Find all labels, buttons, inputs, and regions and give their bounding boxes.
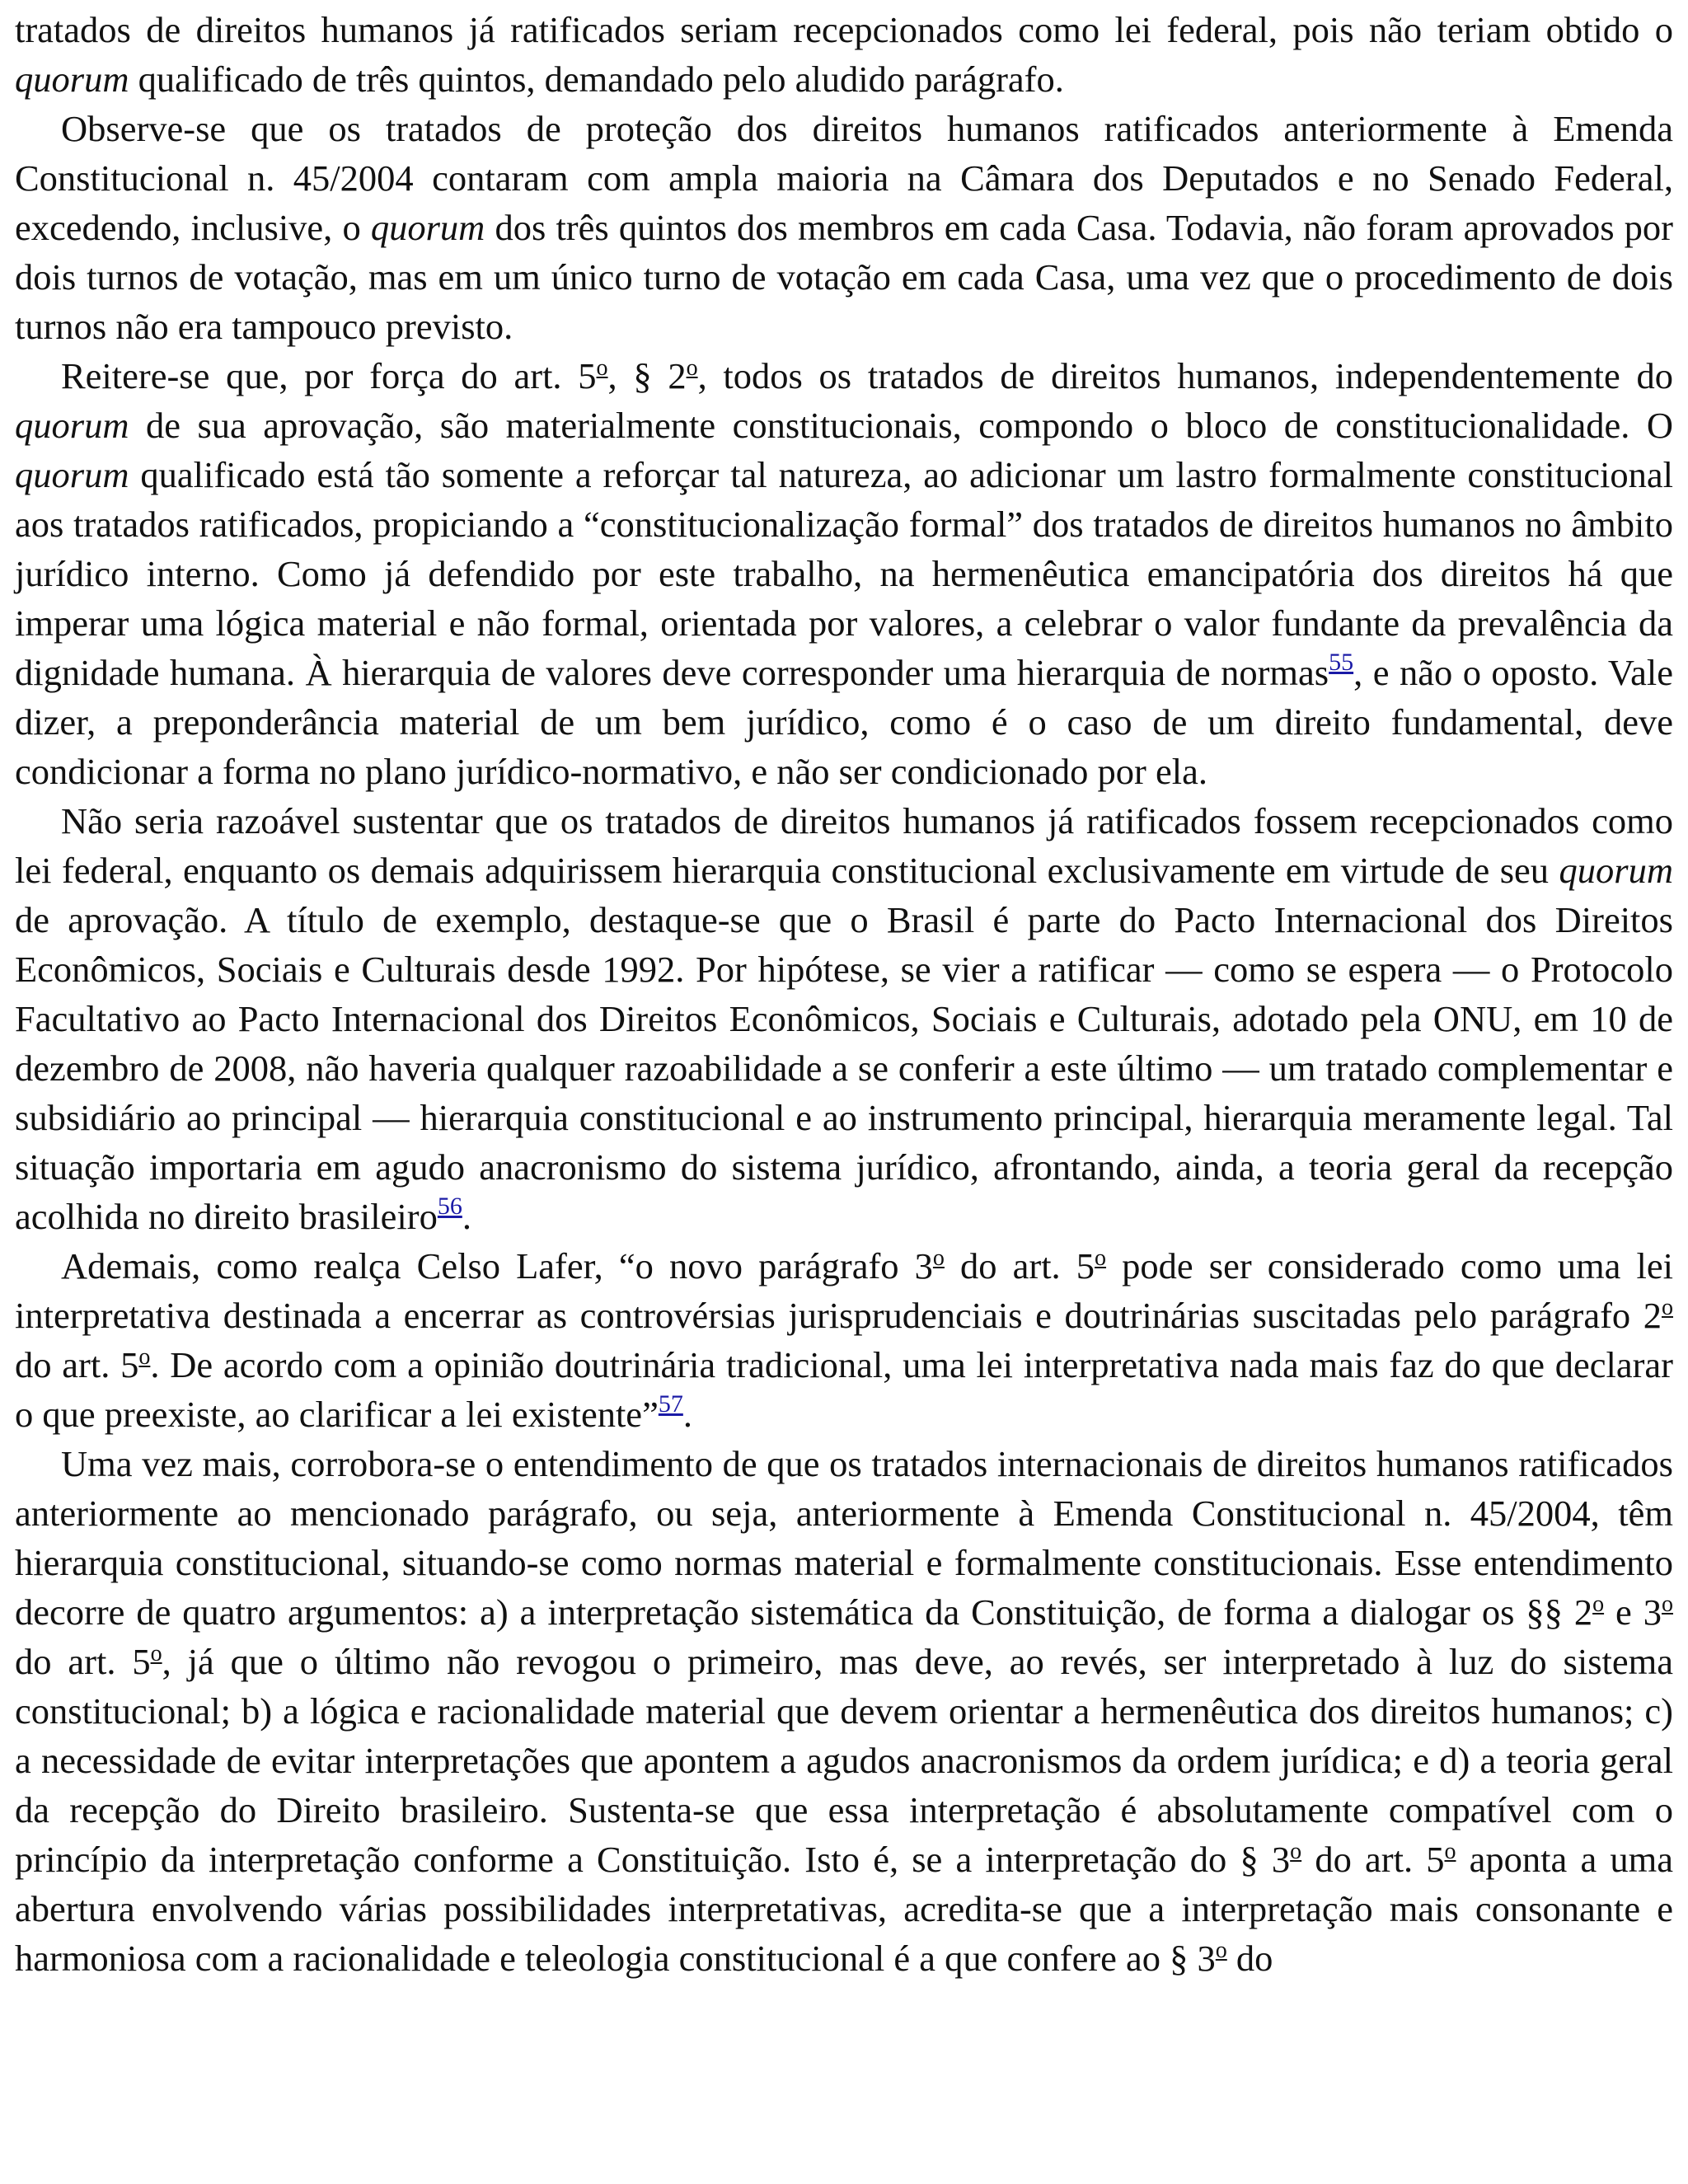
paragraph	[15, 1241, 1673, 1439]
italic-term: quorum	[370, 207, 485, 248]
text-run: do art. 5	[15, 1641, 151, 1682]
text-run: de sua aprovação, são materialmente constitucionais, compondo o bloco de constitucionalidade. O	[129, 405, 1673, 446]
text-run: , e não o oposto. Vale dizer, a preponderância material de um bem jurídico, como é o caso de um direito fundamental, deve condicionar a forma no plano jurídico-normativo, e não ser condicionado por ela.	[15, 652, 1673, 792]
ordinal-indicator: o	[150, 1641, 162, 1666]
italic-term: quorum	[15, 59, 129, 100]
paragraph	[15, 5, 1673, 104]
ordinal-indicator: o	[1444, 1839, 1456, 1864]
text-run: tratados de direitos humanos já ratificados seriam recepcionados como lei federal, pois não teriam obtido o	[15, 9, 1673, 50]
ordinal-indicator: o	[138, 1344, 151, 1370]
paragraph	[15, 104, 1673, 351]
italic-term: quorum	[15, 454, 129, 495]
ordinal-indicator: o	[1215, 1938, 1227, 1963]
italic-term: quorum	[15, 405, 129, 446]
text-run: dos três quintos dos membros em cada Casa. Todavia, não foram aprovados por dois turnos de votação, mas em um único turno de votação em cada Casa, uma vez que o procedimento de dois turnos não era tampouco previsto.	[15, 207, 1673, 347]
document-body	[15, 5, 1673, 1983]
text-run: Ademais, como realça Celso Lafer, “o novo parágrafo 3	[61, 1245, 933, 1286]
text-run: do art. 5	[1301, 1839, 1445, 1880]
text-run: do art. 5	[15, 1344, 139, 1385]
text-run: do art. 5	[944, 1245, 1095, 1286]
text-run: Não seria razoável sustentar que os tratados de direitos humanos já ratificados fossem recepcionados como lei federal, enquanto os demais adquirissem hierarquia constitucional exclusivamente em virtude de seu	[15, 800, 1673, 891]
footnote-link[interactable]: 57	[658, 1390, 683, 1418]
text-run: aponta a uma abertura envolvendo várias possibilidades interpretativas, acredita-se que a interpretação mais consonante e harmoniosa com a racionalidade e teleologia constitucional é a que confere ao § 3	[15, 1839, 1674, 1979]
text-run: . De acordo com a opinião doutrinária tradicional, uma lei interpretativa nada mais faz do que declarar o que preexiste, ao clarificar a lei existente”	[15, 1344, 1673, 1435]
text-run: Reitere-se que, por força do art. 5	[61, 355, 597, 396]
italic-term: quorum	[1559, 850, 1673, 891]
text-run: .	[682, 1394, 692, 1435]
paragraph	[15, 351, 1673, 796]
footnote-link[interactable]: 55	[1329, 649, 1354, 676]
text-run: , todos os tratados de direitos humanos, independentemente do	[697, 355, 1673, 396]
text-run: qualificado de três quintos, demandado pelo aludido parágrafo.	[129, 59, 1064, 100]
text-run: , § 2	[607, 355, 687, 396]
text-run: .	[462, 1196, 471, 1237]
paragraph	[15, 1439, 1673, 1983]
text-run: Observe-se que os tratados de proteção dos direitos humanos ratificados anteriormente à Emenda Constitucional n. 45/2004 contaram com ampla maioria na Câmara dos Deputados e no Senado Federal, excedendo, inclusive, o	[15, 108, 1673, 248]
paragraph	[15, 796, 1673, 1241]
text-run: pode ser considerado como uma lei interpretativa destinada a encerrar as controvérsias jurisprudenciais e doutrinárias suscitadas pelo parágrafo 2	[15, 1245, 1674, 1336]
text-run: Uma vez mais, corrobora-se o entendimento de que os tratados internacionais de direitos humanos ratificados anteriormente ao mencionado parágrafo, ou seja, anteriormente à Emenda Constitucional n. 45/2004, têm hierarquia constitucional, situando-se como normas material e formalmente constitucionais. Esse entendimento decorre de quatro argumentos: a) a interpretação sistemática da Constituição, de forma a dialogar os §§ 2	[15, 1443, 1673, 1633]
ordinal-indicator: o	[1095, 1245, 1107, 1271]
text-run: qualificado está tão somente a reforçar tal natureza, ao adicionar um lastro formalmente constitucional aos tratados ratificados, propiciando a “constitucionalização formal” dos tratados de direitos humanos no âmbito jurídico interno. Como já defendido por este trabalho, na hermenêutica emancipatória dos direitos há que imperar uma lógica material e não formal, orientada por valores, a celebrar o valor fundante da prevalência da dignidade humana. À hierarquia de valores deve corresponder uma hierarquia de normas	[15, 454, 1673, 693]
ordinal-indicator: o	[932, 1245, 945, 1271]
ordinal-indicator: o	[596, 355, 608, 381]
text-run: e 3	[1604, 1591, 1662, 1633]
ordinal-indicator: o	[686, 355, 698, 381]
text-run: , já que o último não revogou o primeiro, mas deve, ao revés, ser interpretado à luz do sistema constitucional; b) a lógica e racionalidade material que devem orientar a hermenêutica dos direitos humanos; c) a necessidade de evitar interpretações que apontem a agudos anacronismos da ordem jurídica; e d) a teoria geral da recepção do Direito brasileiro. Sustenta-se que essa interpretação é absolutamente compatível com o princípio da interpretação conforme a Constituição. Isto é, se a interpretação do § 3	[15, 1641, 1673, 1880]
ordinal-indicator: o	[1592, 1591, 1605, 1617]
text-run: de aprovação. A título de exemplo, destaque-se que o Brasil é parte do Pacto Internacional dos Direitos Econômicos, Sociais e Culturais desde 1992. Por hipótese, se vier a ratificar — como se espera — o Protocolo Facultativo ao Pacto Internacional dos Direitos Econômicos, Sociais e Culturais, adotado pela ONU, em 10 de dezembro de 2008, não haveria qualquer razoabilidade a se conferir a este último — um tratado complementar e subsidiário ao principal — hierarquia constitucional e ao instrumento principal, hierarquia meramente legal. Tal situação importaria em agudo anacronismo do sistema jurídico, afrontando, ainda, a teoria geral da recepção acolhida no direito brasileiro	[15, 899, 1673, 1237]
footnote-link[interactable]: 56	[437, 1193, 462, 1220]
ordinal-indicator: o	[1662, 1295, 1673, 1320]
ordinal-indicator: o	[1290, 1839, 1302, 1864]
text-run: do	[1226, 1938, 1273, 1979]
document-page	[15, 5, 1673, 1983]
ordinal-indicator: o	[1662, 1591, 1673, 1617]
